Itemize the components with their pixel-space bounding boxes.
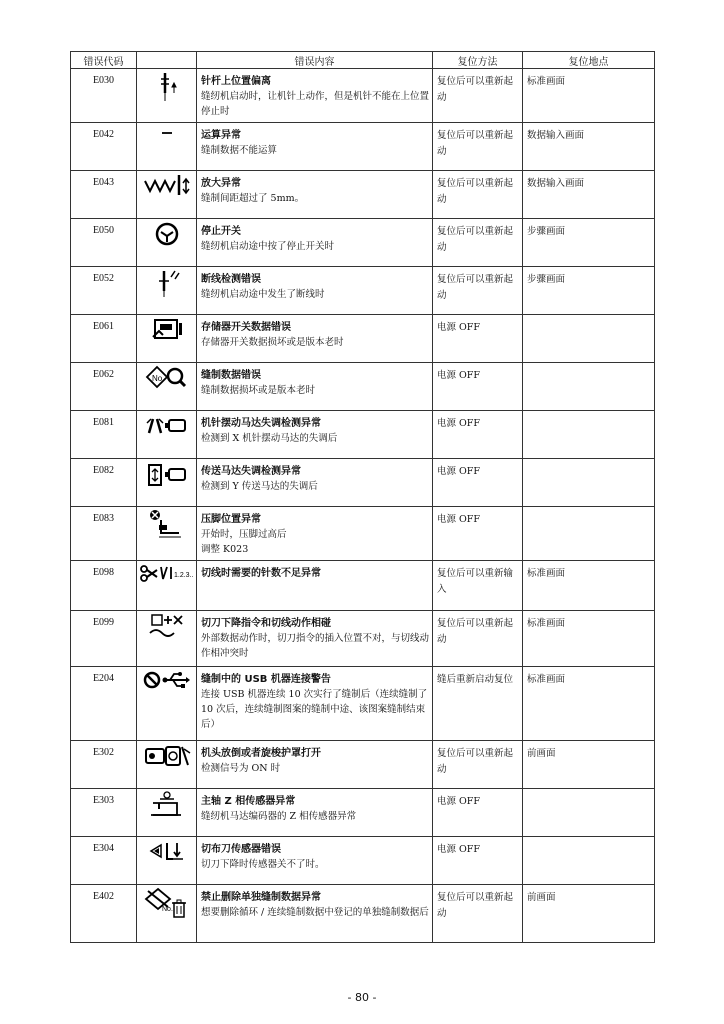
error-code: E204: [71, 667, 137, 741]
error-description: 缝纫机启动途中发生了断线时: [201, 289, 325, 300]
error-description: 切刀下降时传感器关不了时。: [201, 859, 325, 870]
reset-location: [523, 315, 655, 363]
reset-method: 复位后可以重新起动: [433, 267, 523, 315]
error-content: [197, 885, 433, 943]
head-tilt-icon: [137, 741, 196, 773]
error-code: E304: [71, 837, 137, 885]
usb-connection-warning-icon: [137, 667, 196, 693]
table-row: [71, 171, 655, 219]
error-code: E061: [71, 315, 137, 363]
reset-location: [523, 837, 655, 885]
error-icon-cell: [137, 363, 197, 411]
reset-method: 复位后可以重新起动: [433, 611, 523, 667]
error-content: [197, 459, 433, 507]
error-title: 禁止删除单独缝制数据异常: [201, 892, 321, 903]
error-description: 外部数据动作时，切刀指令的插入位置不对，与切线动作相冲突时: [201, 633, 430, 659]
error-icon-cell: [137, 885, 197, 943]
error-title: 断线检测错误: [201, 274, 261, 285]
svg-text:No.: No.: [161, 906, 173, 913]
header-error-content: 错误内容: [197, 52, 433, 69]
table-row: [71, 315, 655, 363]
error-title: 机针摆动马达失调检测异常: [201, 418, 321, 429]
error-code: E302: [71, 741, 137, 789]
error-description: 缝制数据损坏或是版本老时: [201, 385, 316, 396]
error-content: [197, 69, 433, 123]
no-delete-data-icon: [137, 885, 196, 921]
table-row: [71, 741, 655, 789]
thread-break-icon: [137, 267, 196, 299]
error-icon-cell: [137, 789, 197, 837]
error-title: 切布刀传感器错误: [201, 844, 281, 855]
error-description: 连接 USB 机器连续 10 次实行了缝制后（连续缝制了 10 次后，连续缝制图案的缝制中途、该图案缝制结束后）: [201, 689, 428, 730]
error-content: [197, 123, 433, 171]
error-code: E082: [71, 459, 137, 507]
error-title: 压脚位置异常: [201, 514, 261, 525]
error-description: 检测信号为 ON 时: [201, 763, 281, 774]
error-content: [197, 267, 433, 315]
error-description: 缝制间距超过了 5mm。: [201, 193, 305, 204]
error-description: 存储器开关数据损坏或是版本老时: [201, 337, 344, 348]
error-code: E043: [71, 171, 137, 219]
table-row: [71, 219, 655, 267]
error-icon-cell: [137, 561, 197, 611]
error-title: 存储器开关数据错误: [201, 322, 291, 333]
reset-method: 电源 OFF: [433, 507, 523, 561]
reset-location: [523, 411, 655, 459]
cloth-knife-sensor-icon: [137, 837, 196, 865]
header-reset-method: 复位方法: [433, 52, 523, 69]
reset-method: 复位后可以重新起动: [433, 171, 523, 219]
error-title: 缝制数据错误: [201, 370, 261, 381]
error-content: [197, 315, 433, 363]
error-title: 缝制中的 USB 机器连接警告: [201, 674, 331, 685]
table-row: [71, 69, 655, 123]
memory-switch-icon: [137, 315, 196, 345]
error-icon-cell: [137, 267, 197, 315]
error-code: E050: [71, 219, 137, 267]
reset-location: 标准画面: [523, 667, 655, 741]
table-row: [71, 885, 655, 943]
table-row: [71, 611, 655, 667]
error-content: [197, 411, 433, 459]
table-row: [71, 363, 655, 411]
error-content: [197, 741, 433, 789]
reset-method: 复位后可以重新起动: [433, 885, 523, 943]
reset-method: 复位后可以重新输入: [433, 561, 523, 611]
thread-trim-stitch-count-icon: [137, 561, 196, 585]
error-description: 缝纫机启动途中按了停止开关时: [201, 241, 335, 252]
stop-switch-icon: [137, 219, 196, 249]
error-description: 缝纫机马达编码器的 Z 相传感器异常: [201, 811, 357, 822]
knife-trim-conflict-icon: [137, 611, 196, 643]
error-content: [197, 611, 433, 667]
error-icon-cell: [137, 611, 197, 667]
error-icon-cell: [137, 507, 197, 561]
reset-location: [523, 789, 655, 837]
reset-method: 电源 OFF: [433, 789, 523, 837]
main-shaft-sensor-icon: [137, 789, 196, 821]
dash-icon: [137, 123, 196, 143]
error-code-table: [70, 51, 655, 943]
sewing-data-error-icon: [137, 363, 196, 393]
reset-location: 标准画面: [523, 611, 655, 667]
reset-method: 电源 OFF: [433, 411, 523, 459]
reset-location: 标准画面: [523, 561, 655, 611]
error-description: 缝纫机启动时，让机针上动作，但是机针不能在上位置停止时: [201, 91, 430, 117]
table-row: [71, 411, 655, 459]
reset-location: 步骤画面: [523, 267, 655, 315]
error-code: E042: [71, 123, 137, 171]
svg-text:No.: No.: [151, 374, 164, 383]
reset-method: 复位后可以重新起动: [433, 741, 523, 789]
reset-location: 前画面: [523, 741, 655, 789]
reset-location: [523, 507, 655, 561]
error-title: 停止开关: [201, 226, 241, 237]
reset-method: 电源 OFF: [433, 363, 523, 411]
table-row: [71, 837, 655, 885]
table-row: [71, 123, 655, 171]
error-description: 检测到 X 机针摆动马达的失调后: [201, 433, 338, 444]
table-row: [71, 459, 655, 507]
table-row: [71, 267, 655, 315]
error-title: 运算异常: [201, 130, 241, 141]
error-icon-cell: [137, 219, 197, 267]
error-title: 针杆上位置偏离: [201, 76, 271, 87]
error-description: 想要删除循环 / 连续缝制数据中登记的单独缝制数据后: [201, 907, 429, 918]
error-title: 切刀下降指令和切线动作相碰: [201, 618, 331, 629]
error-description: 缝制数据不能运算: [201, 145, 278, 156]
table-header-row: [71, 52, 655, 69]
reset-location: 标准画面: [523, 69, 655, 123]
error-code: E402: [71, 885, 137, 943]
error-content: [197, 837, 433, 885]
error-code: E098: [71, 561, 137, 611]
svg-text:1.2.3..: 1.2.3..: [174, 572, 194, 579]
error-code: E062: [71, 363, 137, 411]
error-code: E052: [71, 267, 137, 315]
error-title: 放大异常: [201, 178, 241, 189]
reset-location: 数据输入画面: [523, 123, 655, 171]
error-title: 传送马达失调检测异常: [201, 466, 301, 477]
error-icon-cell: [137, 741, 197, 789]
error-content: [197, 219, 433, 267]
error-content: [197, 789, 433, 837]
reset-method: 复位后可以重新起动: [433, 219, 523, 267]
header-error-code: 错误代码: [71, 52, 137, 69]
error-code: E083: [71, 507, 137, 561]
error-icon-cell: [137, 411, 197, 459]
error-code: E099: [71, 611, 137, 667]
page-number: - 80 -: [347, 991, 377, 1004]
table-row: [71, 561, 655, 611]
table-row: [71, 789, 655, 837]
error-description: 检测到 Y 传送马达的失调后: [201, 481, 318, 492]
error-icon-cell: [137, 69, 197, 123]
header-reset-location: 复位地点: [523, 52, 655, 69]
error-icon-cell: [137, 315, 197, 363]
reset-method: 电源 OFF: [433, 837, 523, 885]
error-icon-cell: [137, 171, 197, 219]
error-content: [197, 507, 433, 561]
reset-method: 电源 OFF: [433, 315, 523, 363]
error-content: [197, 363, 433, 411]
table-row: [71, 667, 655, 741]
error-icon-cell: [137, 459, 197, 507]
needle-swing-motor-icon: [137, 411, 196, 441]
reset-location: [523, 363, 655, 411]
zigzag-enlarge-icon: [137, 171, 196, 201]
feed-motor-icon: [137, 459, 196, 491]
error-code: E081: [71, 411, 137, 459]
reset-location: 步骤画面: [523, 219, 655, 267]
reset-location: 数据输入画面: [523, 171, 655, 219]
needle-bar-position-icon: [137, 69, 196, 103]
error-content: [197, 667, 433, 741]
error-icon-cell: [137, 837, 197, 885]
reset-location: 前画面: [523, 885, 655, 943]
reset-method: 复位后可以重新起动: [433, 69, 523, 123]
table-row: [71, 507, 655, 561]
error-code: E303: [71, 789, 137, 837]
reset-location: [523, 459, 655, 507]
error-title: 切线时需要的针数不足异常: [201, 568, 321, 579]
error-title: 主轴 Z 相传感器异常: [201, 796, 296, 807]
error-description: 开始时，压脚过高后 调整 K023: [201, 529, 287, 555]
error-code: E030: [71, 69, 137, 123]
reset-method: 电源 OFF: [433, 459, 523, 507]
error-icon-cell: [137, 123, 197, 171]
reset-method: 复位后可以重新起动: [433, 123, 523, 171]
error-content: [197, 171, 433, 219]
error-title: 机头放倒或者旋梭护罩打开: [201, 748, 321, 759]
error-icon-cell: [137, 667, 197, 741]
presser-foot-icon: [137, 507, 196, 541]
reset-method: 缝后重新启动复位: [433, 667, 523, 741]
error-content: [197, 561, 433, 611]
header-icon: [137, 52, 197, 69]
